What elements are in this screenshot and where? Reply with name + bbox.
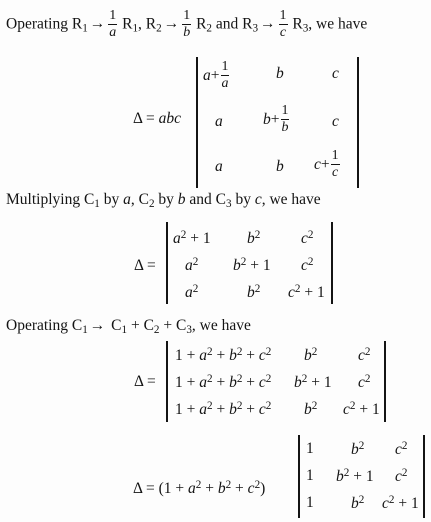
right-arrow-icon: →	[89, 15, 106, 33]
variable: a	[199, 347, 207, 365]
fraction-numerator: 1	[108, 9, 117, 25]
exponent: 2	[236, 400, 243, 412]
operation-sum-line	[6, 318, 251, 336]
exponent: 2	[225, 479, 232, 491]
variable: c	[254, 191, 262, 208]
text: , we have	[261, 191, 321, 208]
subscript: 2	[148, 198, 155, 211]
subscript: 1	[94, 198, 100, 211]
subscript: 3	[302, 22, 309, 35]
text: + 1	[394, 495, 419, 513]
variable: c	[301, 230, 308, 248]
matrix-cell	[247, 230, 260, 247]
exponent: 2	[207, 373, 213, 385]
matrix-cell	[382, 495, 419, 512]
variable: b	[229, 374, 237, 392]
fraction	[279, 9, 288, 40]
matrix-cell	[395, 468, 407, 485]
exponent: 2	[207, 400, 213, 412]
text: and R	[211, 15, 253, 33]
variable: a	[123, 191, 131, 208]
matrix-cell	[336, 468, 374, 485]
matrix-cell	[304, 401, 317, 418]
subscript: 1	[132, 22, 139, 35]
text: R	[292, 15, 303, 33]
matrix-cell: 1	[306, 494, 314, 511]
operator: +	[210, 66, 220, 84]
text: Operating R	[6, 15, 83, 33]
exponent: 2	[254, 229, 261, 241]
exponent: 2	[207, 346, 213, 358]
text: C	[107, 317, 122, 334]
exponent: 2	[180, 229, 187, 241]
determinant-left-bar	[166, 222, 168, 304]
delta-equals: Δ =	[133, 110, 159, 127]
determinant-left-bar	[166, 341, 168, 422]
variable: b	[229, 401, 237, 419]
determinant-prefix	[133, 111, 181, 127]
exponent: 2	[364, 346, 371, 358]
determinant-prefix: Δ =	[134, 373, 156, 390]
variable: b	[263, 110, 271, 128]
subscript: 3	[252, 22, 259, 35]
variable: a	[203, 66, 211, 84]
variable: c	[258, 401, 266, 419]
matrix-cell: c	[332, 113, 339, 130]
text: + 1	[349, 468, 374, 486]
variable: b	[304, 347, 312, 365]
fraction-numerator: 1	[221, 60, 230, 76]
variable: b	[336, 468, 344, 486]
fraction-denominator: b	[183, 25, 191, 41]
exponent: 2	[254, 283, 261, 295]
text: + 1	[186, 230, 211, 248]
text: +	[242, 374, 259, 392]
text: +	[201, 480, 218, 498]
exponent: 2	[236, 373, 243, 385]
text: +	[212, 401, 230, 419]
text: by	[154, 191, 178, 208]
subscript: 3	[226, 198, 232, 211]
variable: c	[258, 347, 266, 365]
fraction-denominator: c	[332, 165, 339, 181]
text: +	[231, 480, 248, 498]
matrix-cell: a	[215, 113, 223, 130]
exponent: 2	[294, 283, 301, 295]
fraction	[182, 9, 191, 40]
text: R	[122, 15, 133, 33]
fraction	[221, 60, 230, 91]
text: )	[260, 480, 266, 498]
matrix-cell: b	[276, 158, 284, 175]
variable: b	[304, 401, 312, 419]
right-arrow-icon: →	[260, 15, 276, 33]
variable: c	[358, 374, 365, 392]
matrix-cell	[173, 230, 211, 247]
exponent: 2	[254, 479, 261, 491]
variable: a	[173, 230, 181, 248]
fraction	[108, 9, 117, 40]
matrix-cell	[351, 441, 364, 458]
variable: b	[233, 257, 241, 275]
text: + C	[159, 317, 187, 334]
determinant-right-bar	[423, 435, 425, 518]
subscript: 1	[82, 324, 88, 337]
matrix-cell	[343, 401, 380, 418]
exponent: 2	[388, 494, 395, 506]
operation-rows-line	[6, 9, 367, 40]
variable: a	[185, 284, 193, 302]
matrix-cell	[233, 257, 271, 274]
variable: c	[247, 480, 255, 498]
matrix-cell: b	[276, 65, 284, 82]
variable: b	[229, 347, 237, 365]
exponent: 2	[236, 346, 243, 358]
variable: c	[395, 441, 402, 459]
right-arrow-icon: →	[163, 15, 180, 33]
exponent: 2	[307, 256, 314, 268]
exponent: 2	[195, 479, 202, 491]
exponent: 2	[192, 283, 199, 295]
delta-equals: Δ =	[133, 480, 159, 498]
exponent: 2	[311, 346, 318, 358]
subscript: 1	[82, 22, 88, 35]
fraction	[331, 149, 340, 180]
variable: c	[358, 347, 365, 365]
text: 1 +	[175, 374, 200, 392]
matrix-cell	[294, 374, 332, 391]
matrix-cell	[351, 495, 364, 512]
exponent: 2	[401, 440, 408, 452]
text: + C	[127, 317, 154, 334]
subscript: 2	[153, 324, 160, 337]
exponent: 2	[349, 400, 356, 412]
matrix-cell	[263, 104, 290, 135]
matrix-cell	[185, 284, 198, 301]
operator: +	[320, 155, 330, 173]
variable: b	[247, 230, 255, 248]
matrix-cell	[301, 257, 313, 274]
matrix-cell	[358, 374, 370, 391]
matrix-cell: 1	[306, 467, 314, 484]
operator: +	[270, 110, 280, 128]
matrix-cell: 1	[306, 440, 314, 457]
variable: b	[217, 480, 226, 498]
determinant-prefix	[133, 480, 265, 497]
text: + 1	[246, 257, 271, 275]
text: by	[231, 191, 255, 208]
text: + 1	[300, 284, 325, 302]
prefix-variable: abc	[158, 110, 181, 127]
determinant-right-bar	[357, 57, 359, 188]
variable: b	[177, 191, 186, 208]
exponent: 2	[358, 494, 365, 506]
determinant-left-bar	[298, 435, 300, 518]
text: +	[242, 401, 259, 419]
matrix-cell	[185, 257, 198, 274]
variable: a	[199, 374, 207, 392]
text: 1 +	[175, 401, 200, 419]
fraction-denominator: b	[281, 120, 289, 136]
matrix-cell	[175, 374, 271, 391]
exponent: 2	[364, 373, 371, 385]
exponent: 2	[192, 256, 199, 268]
text: , C	[130, 191, 149, 208]
exponent: 2	[240, 256, 247, 268]
text: , R	[138, 15, 157, 33]
exponent: 2	[311, 400, 318, 412]
exponent: 2	[307, 229, 314, 241]
matrix-cell	[304, 347, 317, 364]
matrix-cell	[175, 347, 271, 364]
text: (1 +	[158, 480, 189, 498]
exponent: 2	[265, 373, 272, 385]
variable: c	[301, 257, 308, 275]
determinant-right-bar	[331, 222, 333, 304]
text: + 1	[355, 401, 380, 419]
text: Multiplying C	[6, 191, 95, 208]
matrix-cell	[288, 284, 325, 301]
text: +	[212, 347, 230, 365]
fraction-denominator: a	[221, 76, 229, 92]
fraction-denominator: a	[109, 25, 117, 41]
variable: c	[314, 155, 321, 173]
matrix-cell	[203, 60, 230, 91]
matrix-cell	[247, 284, 260, 301]
text: Operating C	[6, 317, 83, 334]
variable: c	[382, 495, 389, 513]
subscript: 2	[206, 22, 212, 35]
variable: c	[343, 401, 350, 419]
matrix-cell: a	[215, 158, 223, 175]
variable: b	[351, 495, 359, 513]
variable: b	[294, 374, 302, 392]
determinant-prefix: Δ =	[134, 257, 156, 274]
fraction	[281, 104, 290, 135]
text: R	[196, 15, 207, 33]
text: , we have	[308, 15, 368, 33]
exponent: 2	[343, 467, 350, 479]
variable: c	[288, 284, 295, 302]
exponent: 2	[301, 373, 308, 385]
variable: a	[199, 401, 207, 419]
matrix-cell	[314, 149, 341, 180]
fraction-numerator: 1	[331, 149, 340, 165]
subscript: 2	[156, 22, 162, 35]
determinant-left-bar	[196, 57, 198, 188]
exponent: 2	[265, 400, 272, 412]
operation-columns-line	[6, 192, 321, 210]
fraction-numerator: 1	[279, 9, 288, 25]
fraction-numerator: 1	[281, 104, 290, 120]
matrix-cell	[358, 347, 370, 364]
matrix-cell	[301, 230, 313, 247]
variable: b	[351, 441, 359, 459]
matrix-cell: c	[332, 65, 339, 82]
text: +	[242, 347, 259, 365]
text: + 1	[307, 374, 332, 392]
variable: b	[247, 284, 255, 302]
variable: a	[188, 480, 196, 498]
variable: c	[395, 468, 402, 486]
determinant-right-bar	[384, 341, 386, 422]
exponent: 2	[358, 440, 365, 452]
right-arrow-icon: →	[89, 317, 106, 334]
exponent: 2	[265, 346, 272, 358]
text: and C	[185, 191, 226, 208]
fraction-numerator: 1	[182, 9, 191, 25]
exponent: 2	[401, 467, 408, 479]
subscript: 1	[121, 324, 128, 337]
variable: c	[258, 374, 266, 392]
variable: a	[185, 257, 193, 275]
subscript: 3	[186, 324, 192, 337]
text: +	[212, 374, 230, 392]
fraction-denominator: c	[279, 25, 287, 41]
text: , we have	[191, 317, 251, 334]
text: by	[99, 191, 124, 208]
matrix-cell	[395, 441, 407, 458]
text: 1 +	[175, 347, 200, 365]
matrix-cell	[175, 401, 271, 418]
